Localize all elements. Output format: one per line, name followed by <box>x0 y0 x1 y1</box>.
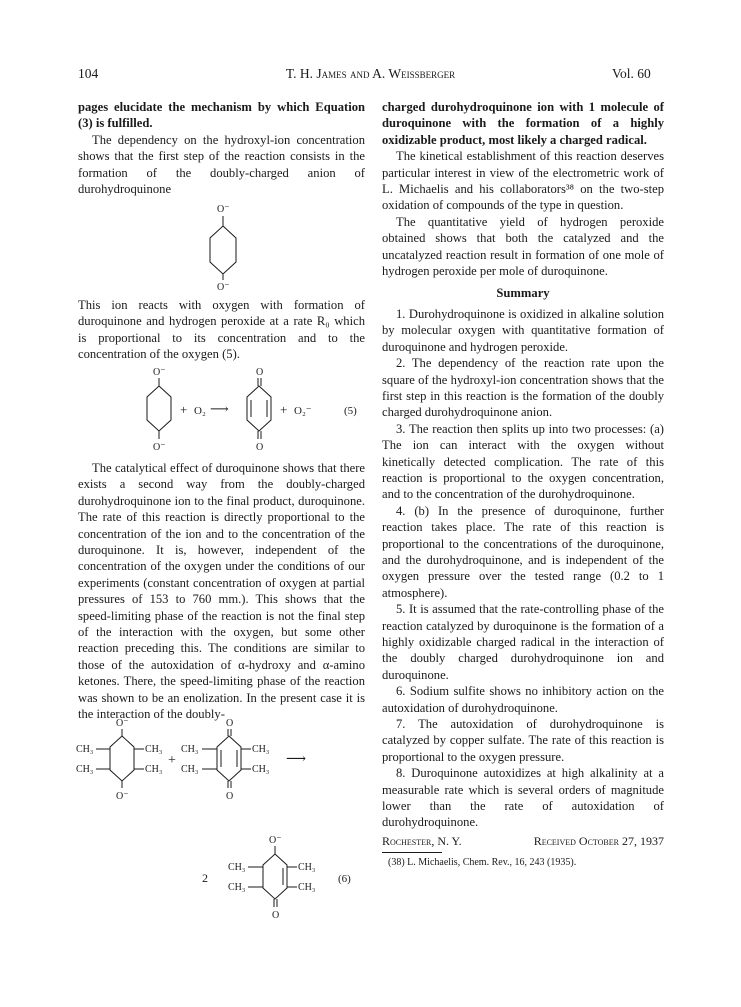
superoxide-ion: O₂⁻ <box>294 405 312 417</box>
summary-item: 7. The autoxidation of durohydroquinone is catalyzed by copper sulfate. The rate of this reaction is proportional to the oxygen pressure. <box>382 717 664 764</box>
paragraph: The kinetical establishment of this reaction deserves particular interest in view of the electrometric work of L. Michaelis and his collaborators³⁸ on the two-step oxidation of compounds of the type in question. <box>382 149 664 213</box>
summary-item: 6. Sodium sulfite shows no inhibitory action on the autoxidation of durohydroquinone. <box>382 684 664 715</box>
summary-item: 3. The reaction then splits up into two processes: (a) The ion can interact with the oxygen without kinetically detected complication. The rate of this reaction is proportional to the oxygen concentration, and to the concentration of the durohydroquinone. <box>382 421 664 502</box>
methyl-group: CH₃ <box>181 764 199 775</box>
footnote: (38) L. Michaelis, Chem. Rev., 16, 243 (1935). <box>388 857 577 869</box>
left-column-top <box>78 99 365 197</box>
oxygen-label: O⁻ <box>217 282 230 292</box>
paragraph: The dependency on the hydroxyl-ion concentration shows that the first step of the reaction consists in the formation of the doubly-charged anion of durohydroquinone <box>78 132 365 197</box>
plus-sign: + <box>280 402 288 417</box>
summary-heading: Summary <box>496 286 550 301</box>
left-column-mid <box>78 297 365 363</box>
oxygen-label: O <box>272 910 280 921</box>
oxygen-label: O⁻ <box>269 835 282 846</box>
paragraph: The catalytical effect of duroquinone shows that there exists a second way from the doubly-charged durohydroquinone ion to the final product, duroquinone. The rate of this reaction is directly proportional to the concentration of the ion and to the concentration of the duroquinone. It is, however, independent of the concentration of the oxygen under the conditions of our experiments (constant concentration of oxygen at partial pressures of 153 to 760 mm.). This shows that the speed-limiting phase of the reaction is not the final step of the interaction with the oxygen, but some other reaction preceding this. The conditions are similar to those of the autoxidation of α-hydroxy and α-amino ketones. There, the speed-limiting phase of the reaction was shown to be an enolization. In the present case it is the interaction of the doubly- <box>78 461 365 722</box>
paragraph: pages elucidate the mechanism by which Equation (3) is fulfilled. <box>78 100 365 131</box>
methyl-group: CH₃ <box>145 764 163 775</box>
equation-5 <box>140 364 380 454</box>
methyl-group: CH₃ <box>298 862 316 873</box>
paragraph: The quantitative yield of hydrogen peroxide obtained shows that both the catalyzed and the uncatalyzed reaction result in formation of one mole of hydrogen peroxide per mole of duroquinone. <box>382 214 664 279</box>
oxygen-label: O⁻ <box>116 791 129 802</box>
methyl-group: CH₃ <box>228 882 246 893</box>
equation-number: (5) <box>344 405 357 417</box>
methyl-group: CH₃ <box>228 862 246 873</box>
methyl-group: CH₃ <box>298 882 316 893</box>
paragraph: This ion reacts with oxygen with formation of duroquinone and hydrogen peroxide at a rate R₀ which is proportional to its concentration and to the concentration of the oxygen (5). <box>78 298 365 362</box>
methyl-group: CH₃ <box>76 744 94 755</box>
place-label: Rochester, N. Y. <box>382 833 462 848</box>
summary-item: 5. It is assumed that the rate-controlling phase of the reaction catalyzed by duroquinone is the formation of a highly oxidizable charged radical in the interaction of the doubly charged durohydroquinone ion and duroquinone. <box>382 602 664 682</box>
summary-item: 4. (b) In the presence of duroquinone, further reaction takes place. The rate of this reaction is proportional to the concentrations of the duroquinone, and the durohydroquinone, and is independent of the oxygen pressure over the tested range (0.2 to 1 atmosphere). <box>382 503 664 600</box>
oxygen-label: O⁻ <box>153 367 166 378</box>
oxygen-label: O <box>226 718 234 729</box>
oxygen-label: O⁻ <box>217 204 230 215</box>
oxygen-label: O <box>226 791 234 802</box>
reaction-arrow: ⟶ <box>210 401 229 416</box>
oxygen-label: O <box>256 367 264 378</box>
equation-number: (6) <box>338 873 351 885</box>
right-column <box>382 99 664 869</box>
summary-item: 1. Durohydroquinone is oxidized in alkaline solution by molecular oxygen with quantitative formation of duroquinone and hydrogen peroxide. <box>382 306 664 354</box>
oxygen-label: O <box>256 442 264 453</box>
oxygen-molecule: O₂ <box>194 405 206 417</box>
methyl-group: CH₃ <box>181 744 199 755</box>
footnote-rule <box>382 852 442 853</box>
summary-item: 2. The dependency of the reaction rate upon the square of the hydroxyl-ion concentration shows that the first step in this reaction is the formation of the doubly charged durohydroquinone anion. <box>382 356 664 420</box>
equation-6 <box>74 716 374 926</box>
page-number: 104 <box>78 66 99 81</box>
oxygen-label: O⁻ <box>116 718 129 729</box>
plus-sign: + <box>168 753 176 768</box>
durohydroquinone-anion-structure <box>190 200 260 292</box>
stoichiometric-coefficient: 2 <box>202 871 208 885</box>
methyl-group: CH₃ <box>252 764 270 775</box>
paragraph: charged durohydroquinone ion with 1 molecule of duroquinone with the formation of a highly oxidizable product, most likely a charged radical. <box>382 100 664 147</box>
dateline <box>382 833 664 849</box>
methyl-group: CH₃ <box>252 744 270 755</box>
methyl-group: CH₃ <box>76 764 94 775</box>
oxygen-label: O⁻ <box>153 442 166 453</box>
methyl-group: CH₃ <box>145 744 163 755</box>
plus-sign: + <box>180 402 188 417</box>
reaction-arrow: ⟶ <box>286 752 307 767</box>
running-head-authors: T. H. James and A. Weissberger <box>285 66 456 81</box>
received-date: Received October 27, 1937 <box>533 833 664 848</box>
volume-label: Vol. 60 <box>612 66 651 81</box>
summary-item: 8. Duroquinone autoxidizes at high alkalinity at a measurable rate which is several orders of magnitude lower than the rate of autoxidation of durohydroquinone. <box>382 766 664 830</box>
left-column-bottom <box>78 460 365 723</box>
